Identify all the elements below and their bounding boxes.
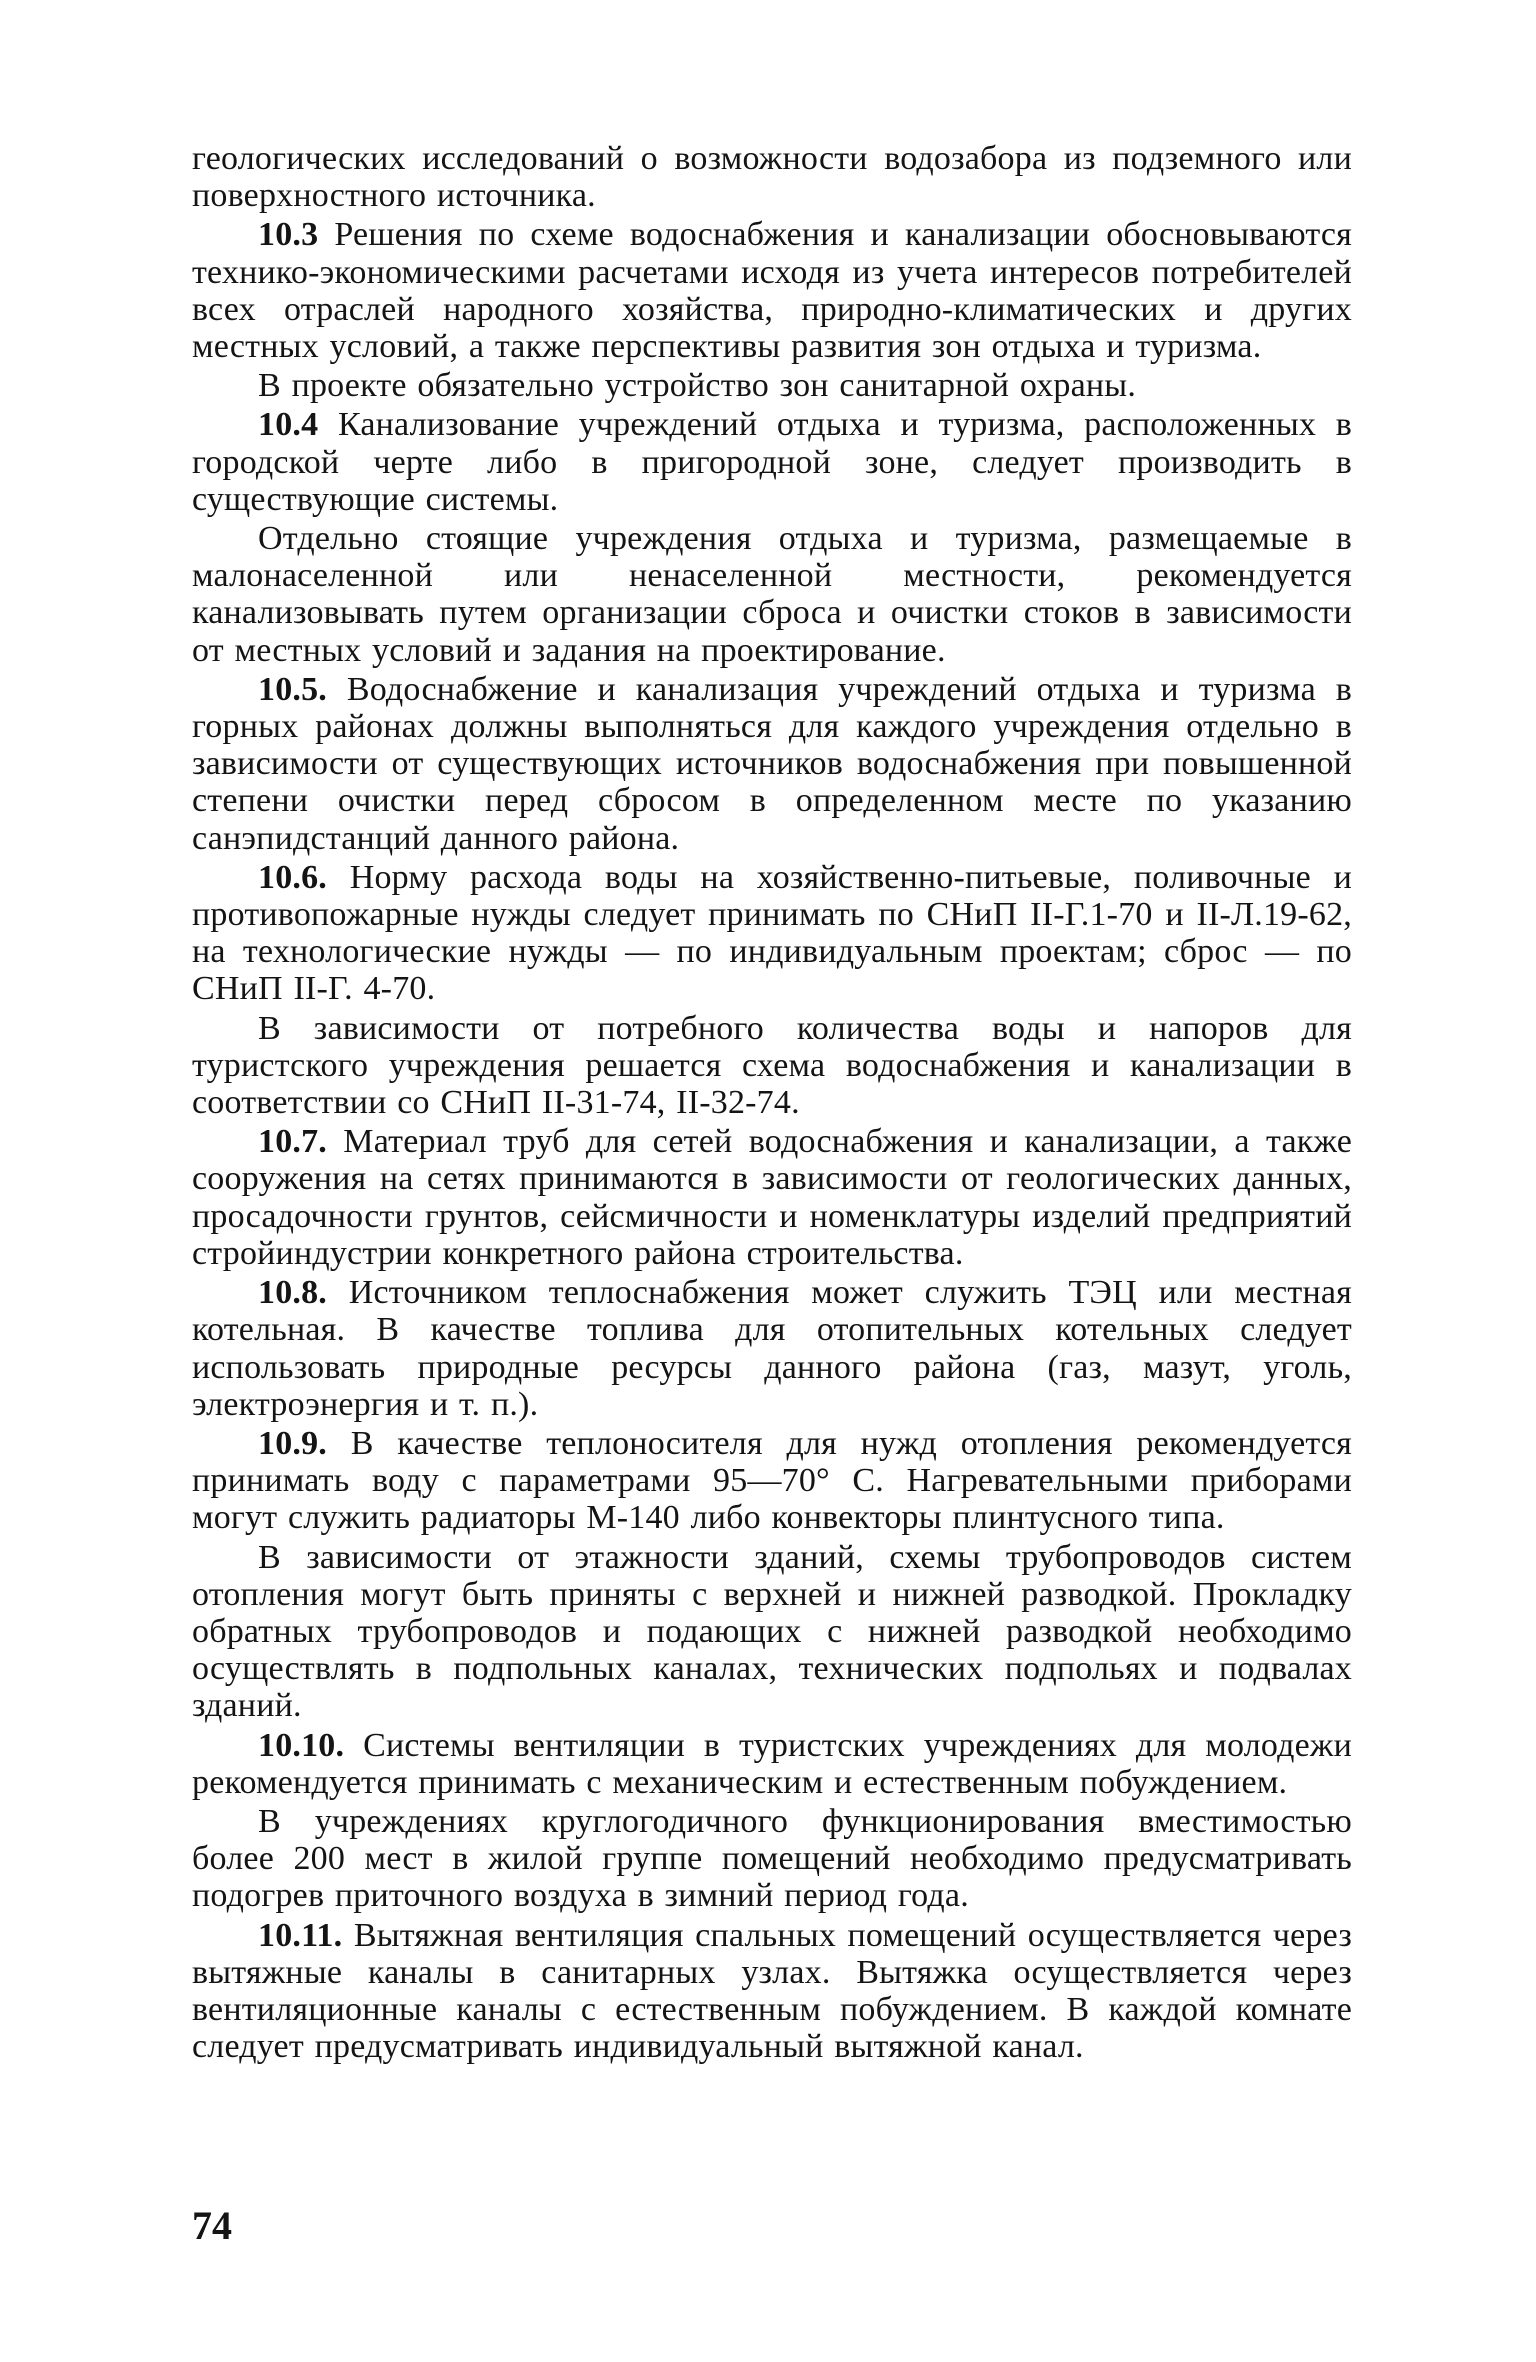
section-number: 10.11. bbox=[258, 1916, 343, 1954]
paragraph-sanitary-zones bbox=[192, 367, 1352, 404]
paragraph-10-6 bbox=[192, 859, 1352, 1008]
section-number: 10.6. bbox=[258, 858, 327, 896]
paragraph-10-11 bbox=[192, 1917, 1352, 2066]
paragraph-text: Норму расхода воды на хозяйственно-питьевые, поливочные и противопожарные нужды следует принимать по СНиП II-Г.1-70 и II-Л.19-62, на технологические нужды — по индивидуальным проектам; сброс — по СНиП II-Г. 4-70. bbox=[192, 858, 1353, 1008]
paragraph-10-4 bbox=[192, 406, 1352, 518]
paragraph-standalone-facilities bbox=[192, 520, 1352, 669]
paragraph-continuation bbox=[192, 140, 1352, 214]
paragraph-10-8 bbox=[192, 1274, 1352, 1423]
paragraph-text: В зависимости от потребного количества воды и напоров для туристского учреждения решается схема водоснабжения и канализации в соответствии со СНиП II-31-74, II-32-74. bbox=[192, 1009, 1352, 1122]
paragraph-10-9 bbox=[192, 1425, 1352, 1537]
paragraph-text: В зависимости от этажности зданий, схемы трубопроводов систем отопления могут быть приняты с верхней и нижней разводкой. Прокладку обратных трубопроводов и подающих с нижней разводкой необходимо осуществлять в подпольных каналах, технических подпольях и подвалах зданий. bbox=[192, 1538, 1352, 1725]
section-number: 10.4 bbox=[258, 406, 319, 444]
paragraph-year-round bbox=[192, 1803, 1352, 1915]
section-number: 10.5. bbox=[258, 670, 327, 708]
section-number: 10.9. bbox=[258, 1424, 327, 1462]
paragraph-text: В учреждениях круглогодичного функционирования вместимостью более 200 мест в жилой группе помещений необходимо предусматривать подогрев приточного воздуха в зимний период года. bbox=[192, 1802, 1352, 1915]
section-number: 10.8. bbox=[258, 1274, 327, 1312]
section-number: 10.10. bbox=[258, 1726, 345, 1764]
paragraph-10-10 bbox=[192, 1727, 1352, 1801]
page-number: 74 bbox=[192, 2203, 232, 2248]
paragraph-text: В проекте обязательно устройство зон санитарной охраны. bbox=[258, 367, 1137, 405]
paragraph-text: Материал труб для сетей водоснабжения и канализации, а также сооружения на сетях принимаются в зависимости от геологических данных, просадочности грунтов, сейсмичности и номенклатуры изделий предприятий стройиндустрии конкретного района строительства. bbox=[192, 1123, 1353, 1272]
section-number: 10.3 bbox=[258, 216, 319, 254]
paragraph-text: Канализование учреждений отдыха и туризма, расположенных в городской черте либо в пригородной зоне, следует производить в существующие системы. bbox=[192, 406, 1353, 518]
paragraph-text: Водоснабжение и канализация учреждений отдыха и туризма в горных районах должны выполняться для каждого учреждения отдельно в зависимости от существующих источников водоснабжения при повышенной степени очистки перед сбросом в определенном месте по указанию санэпидстанций данного района. bbox=[192, 670, 1353, 857]
paragraph-text: Источником теплоснабжения может служить ТЭЦ или местная котельная. В качестве топлива для отопительных котельных следует использовать природные ресурсы данного района (газ, мазут, уголь, электроэнергия и т. п.). bbox=[192, 1274, 1352, 1423]
section-number: 10.7. bbox=[258, 1123, 327, 1161]
page-body bbox=[192, 140, 1352, 2065]
paragraph-10-5 bbox=[192, 671, 1352, 857]
paragraph-heating-pipelines bbox=[192, 1539, 1352, 1725]
paragraph-text: Системы вентиляции в туристских учреждениях для молодежи рекомендуется принимать с механическим и естественным побуждением. bbox=[192, 1726, 1353, 1801]
paragraph-text: геологических исследований о возможности водозабора из подземного или поверхностного источника. bbox=[192, 140, 1352, 215]
paragraph-water-scheme bbox=[192, 1010, 1352, 1122]
paragraph-text: Вытяжная вентиляция спальных помещений осуществляется через вытяжные каналы в санитарных узлах. Вытяжка осуществляется через вентиляционные каналы с естественным побуждением. В каждой комнате следует предусматривать индивидуальный вытяжной канал. bbox=[192, 1916, 1352, 2066]
paragraph-text: Решения по схеме водоснабжения и канализации обосновываются технико-экономическими расчетами исходя из учета интересов потребителей всех отраслей народного хозяйства, природно-климатических и других местных условий, а также перспективы развития зон отдыха и туризма. bbox=[192, 216, 1352, 366]
paragraph-text: В качестве теплоносителя для нужд отопления рекомендуется принимать воду с параметрами 95—70° С. Нагревательными приборами могут служить радиаторы М-140 либо конвекторы плинтусного типа. bbox=[192, 1424, 1352, 1537]
paragraph-10-3 bbox=[192, 216, 1352, 365]
paragraph-10-7 bbox=[192, 1123, 1352, 1272]
paragraph-text: Отдельно стоящие учреждения отдыха и туризма, размещаемые в малонаселенной или ненаселенной местности, рекомендуется канализовывать путем организации сброса и очистки стоков в зависимости от местных условий и задания на проектирование. bbox=[192, 520, 1352, 669]
